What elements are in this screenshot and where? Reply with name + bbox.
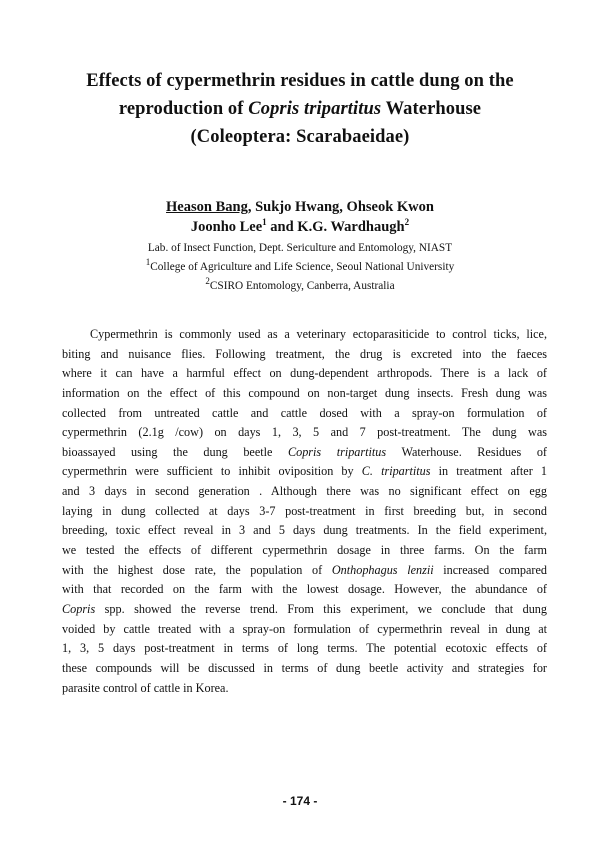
abstract-body	[62, 325, 547, 698]
paper-title	[40, 67, 560, 151]
abstract-line: Cypermethrin is commonly used as a veterinary ectoparasiticide to control ticks, lice,	[90, 327, 547, 341]
abstract-text: increased compared	[433, 562, 547, 577]
species-name: C. tripartitus	[361, 464, 431, 479]
title-line-1: Effects of cypermethrin residues in cattle dung on the	[86, 71, 514, 91]
abstract-line: with that recorded on the farm with the lowest dosage. However, the abundance of	[62, 582, 547, 597]
abstract-line: where it can have a harmful effect on dung-dependent arthropods. There is a lack of	[62, 366, 547, 381]
affiliation-1	[40, 258, 560, 277]
author-line-1	[40, 197, 560, 217]
abstract-text: cypermethrin were sufficient to inhibit oviposition by	[62, 464, 362, 479]
abstract-line: and 3 days in second generation . Although there was no significant effect on egg	[62, 484, 547, 499]
abstract-line: biting and nuisance flies. Following treatment, the drug is excreted into the faeces	[62, 346, 547, 361]
abstract-line	[62, 443, 547, 463]
affiliation-2-marker: 2	[205, 276, 210, 287]
species-name: Copris tripartitus	[287, 444, 387, 459]
title-line-3: (Coleoptera: Scarabaeidae)	[190, 127, 410, 147]
abstract-line	[62, 600, 547, 620]
abstract-text: spp. showed the reverse trend. From this experiment, we conclude that dung	[95, 601, 547, 616]
abstract-line: breeding, toxic effect reveal in 3 and 5 days dung treatments. In the field experiment,	[62, 523, 547, 538]
title-line-2-author: Waterhouse	[381, 99, 482, 119]
abstract-text: in treatment after 1	[430, 464, 547, 479]
title-species-name: Copris tripartitus	[248, 99, 382, 119]
affiliation-marker-1: 1	[262, 217, 267, 228]
affiliation-marker-2: 2	[404, 217, 410, 228]
abstract-line: voided by cattle treated with a spray-on formulation of cypermethrin reveal in dung at	[62, 621, 547, 636]
author-heason-bang: Heason Bang	[166, 199, 248, 215]
affiliation-1-marker: 1	[145, 257, 151, 268]
author-line-2	[40, 217, 560, 237]
abstract-text: Waterhouse. Residues of	[386, 444, 547, 459]
genus-name: Copris	[62, 601, 96, 616]
author-line-2-rest: and K.G. Wardhaugh	[266, 219, 405, 235]
author-line-1-rest: , Sukjo Hwang, Ohseok Kwon	[247, 199, 434, 215]
species-name: Onthophagus lenzii	[331, 562, 434, 577]
author-joonho-lee: Joonho Lee	[190, 219, 263, 235]
affiliation-0: Lab. of Insect Function, Dept. Sericulture and Entomology, NIAST	[147, 242, 453, 254]
title-line-2-text: reproduction of	[118, 99, 249, 119]
abstract-line: information on the effect of this compound on non-target dung insects. Fresh dung was	[62, 385, 547, 400]
affiliation-2-text: CSIRO Entomology, Canberra, Australia	[209, 280, 395, 292]
abstract-line: these compounds will be discussed in terms of dung beetle activity and strategies for	[62, 660, 547, 675]
affiliations	[40, 239, 560, 296]
page-number: - 174 -	[282, 794, 318, 808]
abstract-line	[62, 462, 547, 482]
author-list	[40, 197, 560, 237]
title-line-2	[40, 95, 560, 123]
abstract-line: we tested the effects of different cypermethrin dosage in three farms. On the farm	[62, 543, 547, 558]
abstract-line: 1, 3, 5 days post-treatment in terms of long terms. The potential ecotoxic effects of	[62, 641, 547, 656]
abstract-text: with the highest dose rate, the population of	[62, 562, 332, 577]
abstract-line: collected from untreated cattle and cattle dosed with a spray-on formulation of	[62, 405, 547, 420]
abstract-text: bioassayed using the dung beetle	[62, 444, 288, 459]
abstract-line: cypermethrin (2.1g /cow) on days 1, 3, 5 and 7 post-treatment. The dung was	[62, 425, 547, 440]
affiliation-2	[40, 277, 560, 296]
affiliation-1-text: College of Agriculture and Life Science, Seoul National University	[150, 261, 455, 273]
abstract-line	[62, 561, 547, 581]
abstract-line: laying in dung collected at days 3-7 post-treatment in first breeding but, in second	[62, 503, 547, 518]
abstract-line: parasite control of cattle in Korea.	[62, 680, 229, 695]
